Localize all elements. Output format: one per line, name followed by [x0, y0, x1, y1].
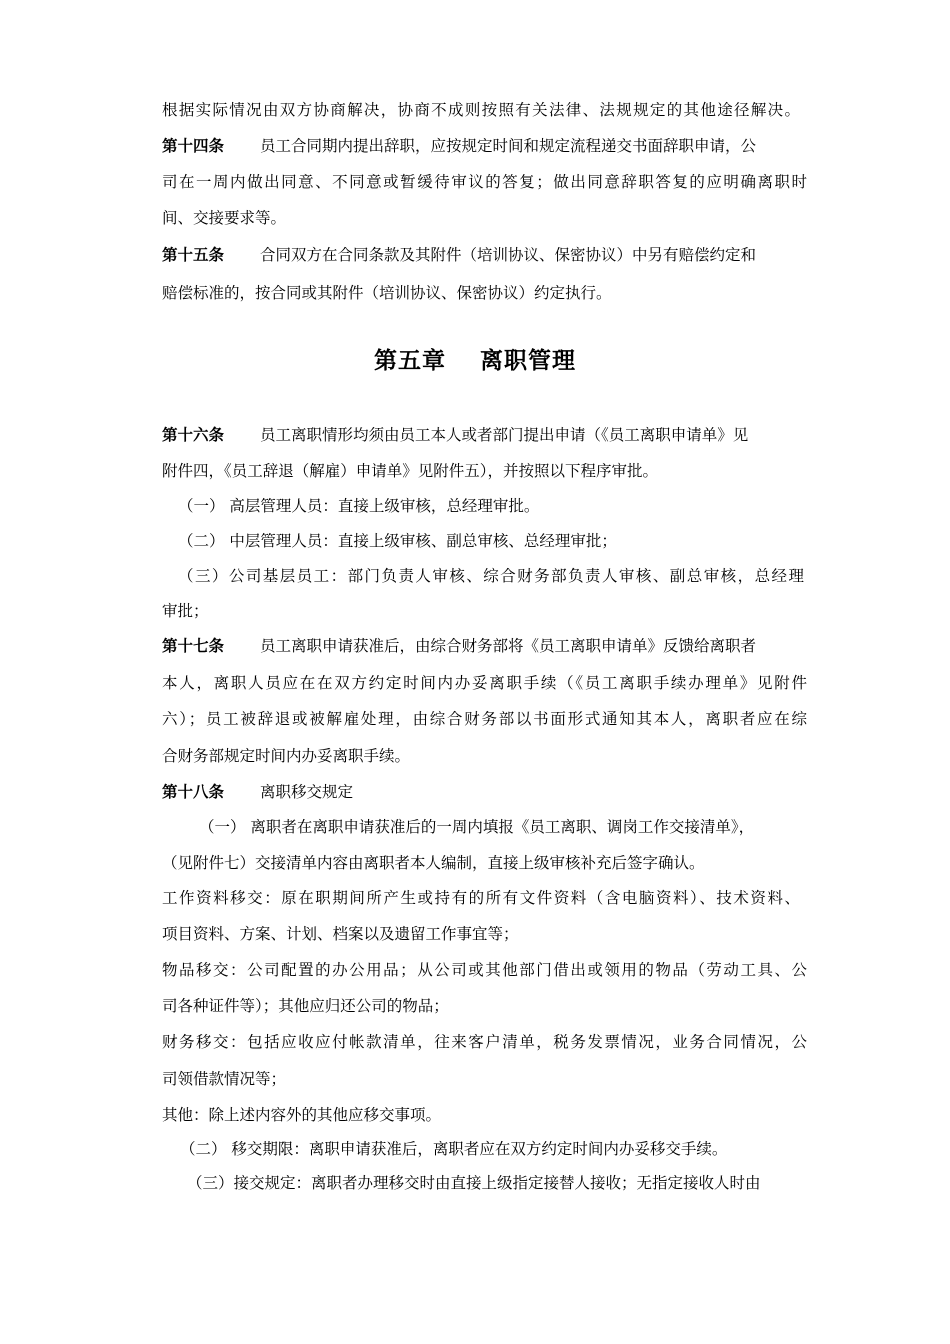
- article-label: 第十五条: [162, 245, 225, 264]
- text-line: （见附件七）交接清单内容由离职者本人编制，直接上级审核补充后签字确认。: [162, 854, 705, 872]
- article-17: [162, 636, 807, 656]
- article-14: [162, 136, 807, 156]
- list-item: （三）接交规定：离职者办理移交时由直接上级指定接替人接收；无指定接收人时由: [187, 1174, 761, 1192]
- text-line: 六）；员工被辞退或被解雇处理，由综合财务部以书面形式通知其本人，离职者应在综: [162, 710, 807, 728]
- article-label: 第十四条: [162, 136, 225, 155]
- article-18: [162, 782, 807, 802]
- text-line: 财务移交：包括应收应付帐款清单，往来客户清单，税务发票情况，业务合同情况，公: [162, 1033, 807, 1051]
- text-line: 间、交接要求等。: [162, 209, 287, 227]
- list-item: （二） 中层管理人员：直接上级审核、副总审核、总经理审批；: [178, 532, 617, 550]
- list-item: （三）公司基层员工：部门负责人审核、综合财务部负责人审核、副总审核，总经理: [178, 567, 804, 585]
- list-item: （二） 移交期限：离职申请获准后，离职者应在双方约定时间内办妥移交手续。: [180, 1140, 728, 1158]
- article-text: 合同双方在合同条款及其附件（培训协议、保密协议）中另有赔偿约定和: [260, 246, 757, 264]
- article-label: 第十七条: [162, 636, 225, 655]
- list-item: （一） 高层管理人员：直接上级审核，总经理审批。: [178, 497, 540, 515]
- list-item: （一） 离职者在离职申请获准后的一周内填报《员工离职、调岗工作交接清单》，: [199, 818, 755, 836]
- chapter-title: [0, 345, 950, 377]
- text-line: 本人，离职人员应在在双方约定时间内办妥离职手续（《员工离职手续办理单》见附件: [162, 674, 807, 692]
- article-text: 员工离职情形均须由员工本人或者部门提出申请（《员工离职申请单》见: [260, 426, 749, 444]
- text-line: 其他：除上述内容外的其他应移交事项。: [162, 1106, 442, 1124]
- text-line: 审批；: [162, 602, 209, 620]
- text-line: 司各种证件等）；其他应归还公司的物品；: [162, 997, 449, 1015]
- text-line: 附件四，《员工辞退（解雇）申请单》见附件五），并按照以下程序审批。: [162, 462, 659, 480]
- article-15: [162, 245, 807, 265]
- text-line: 项目资料、方案、计划、档案以及遗留工作事宜等；: [162, 925, 519, 943]
- text-line: 工作资料移交：原在职期间所产生或持有的所有文件资料（含电脑资料）、技术资料、: [162, 889, 800, 907]
- text-line: 合财务部规定时间内办妥离职手续。: [162, 747, 411, 765]
- article-text: 员工合同期内提出辞职，应按规定时间和规定流程递交书面辞职申请，公: [260, 137, 757, 155]
- article-16: [162, 425, 807, 445]
- article-label: 第十八条: [162, 782, 225, 801]
- text-line: 赔偿标准的，按合同或其附件（培训协议、保密协议）约定执行。: [162, 284, 612, 302]
- chapter-number: 第五章: [374, 348, 446, 374]
- article-label: 第十六条: [162, 425, 225, 444]
- chapter-name: 离职管理: [480, 348, 576, 374]
- text-line: 物品移交：公司配置的办公用品；从公司或其他部门借出或领用的物品（劳动工具、公: [162, 961, 807, 979]
- text-line: 司领借款情况等；: [162, 1070, 287, 1088]
- text-line: 根据实际情况由双方协商解决，协商不成则按照有关法律、法规规定的其他途径解决。: [162, 101, 800, 119]
- article-text: 员工离职申请获准后，由综合财务部将《员工离职申请单》反馈给离职者: [260, 637, 757, 655]
- article-text: 离职移交规定: [260, 783, 354, 801]
- text-line: 司在一周内做出同意、不同意或暂缓待审议的答复；做出同意辞职答复的应明确离职时: [162, 173, 807, 191]
